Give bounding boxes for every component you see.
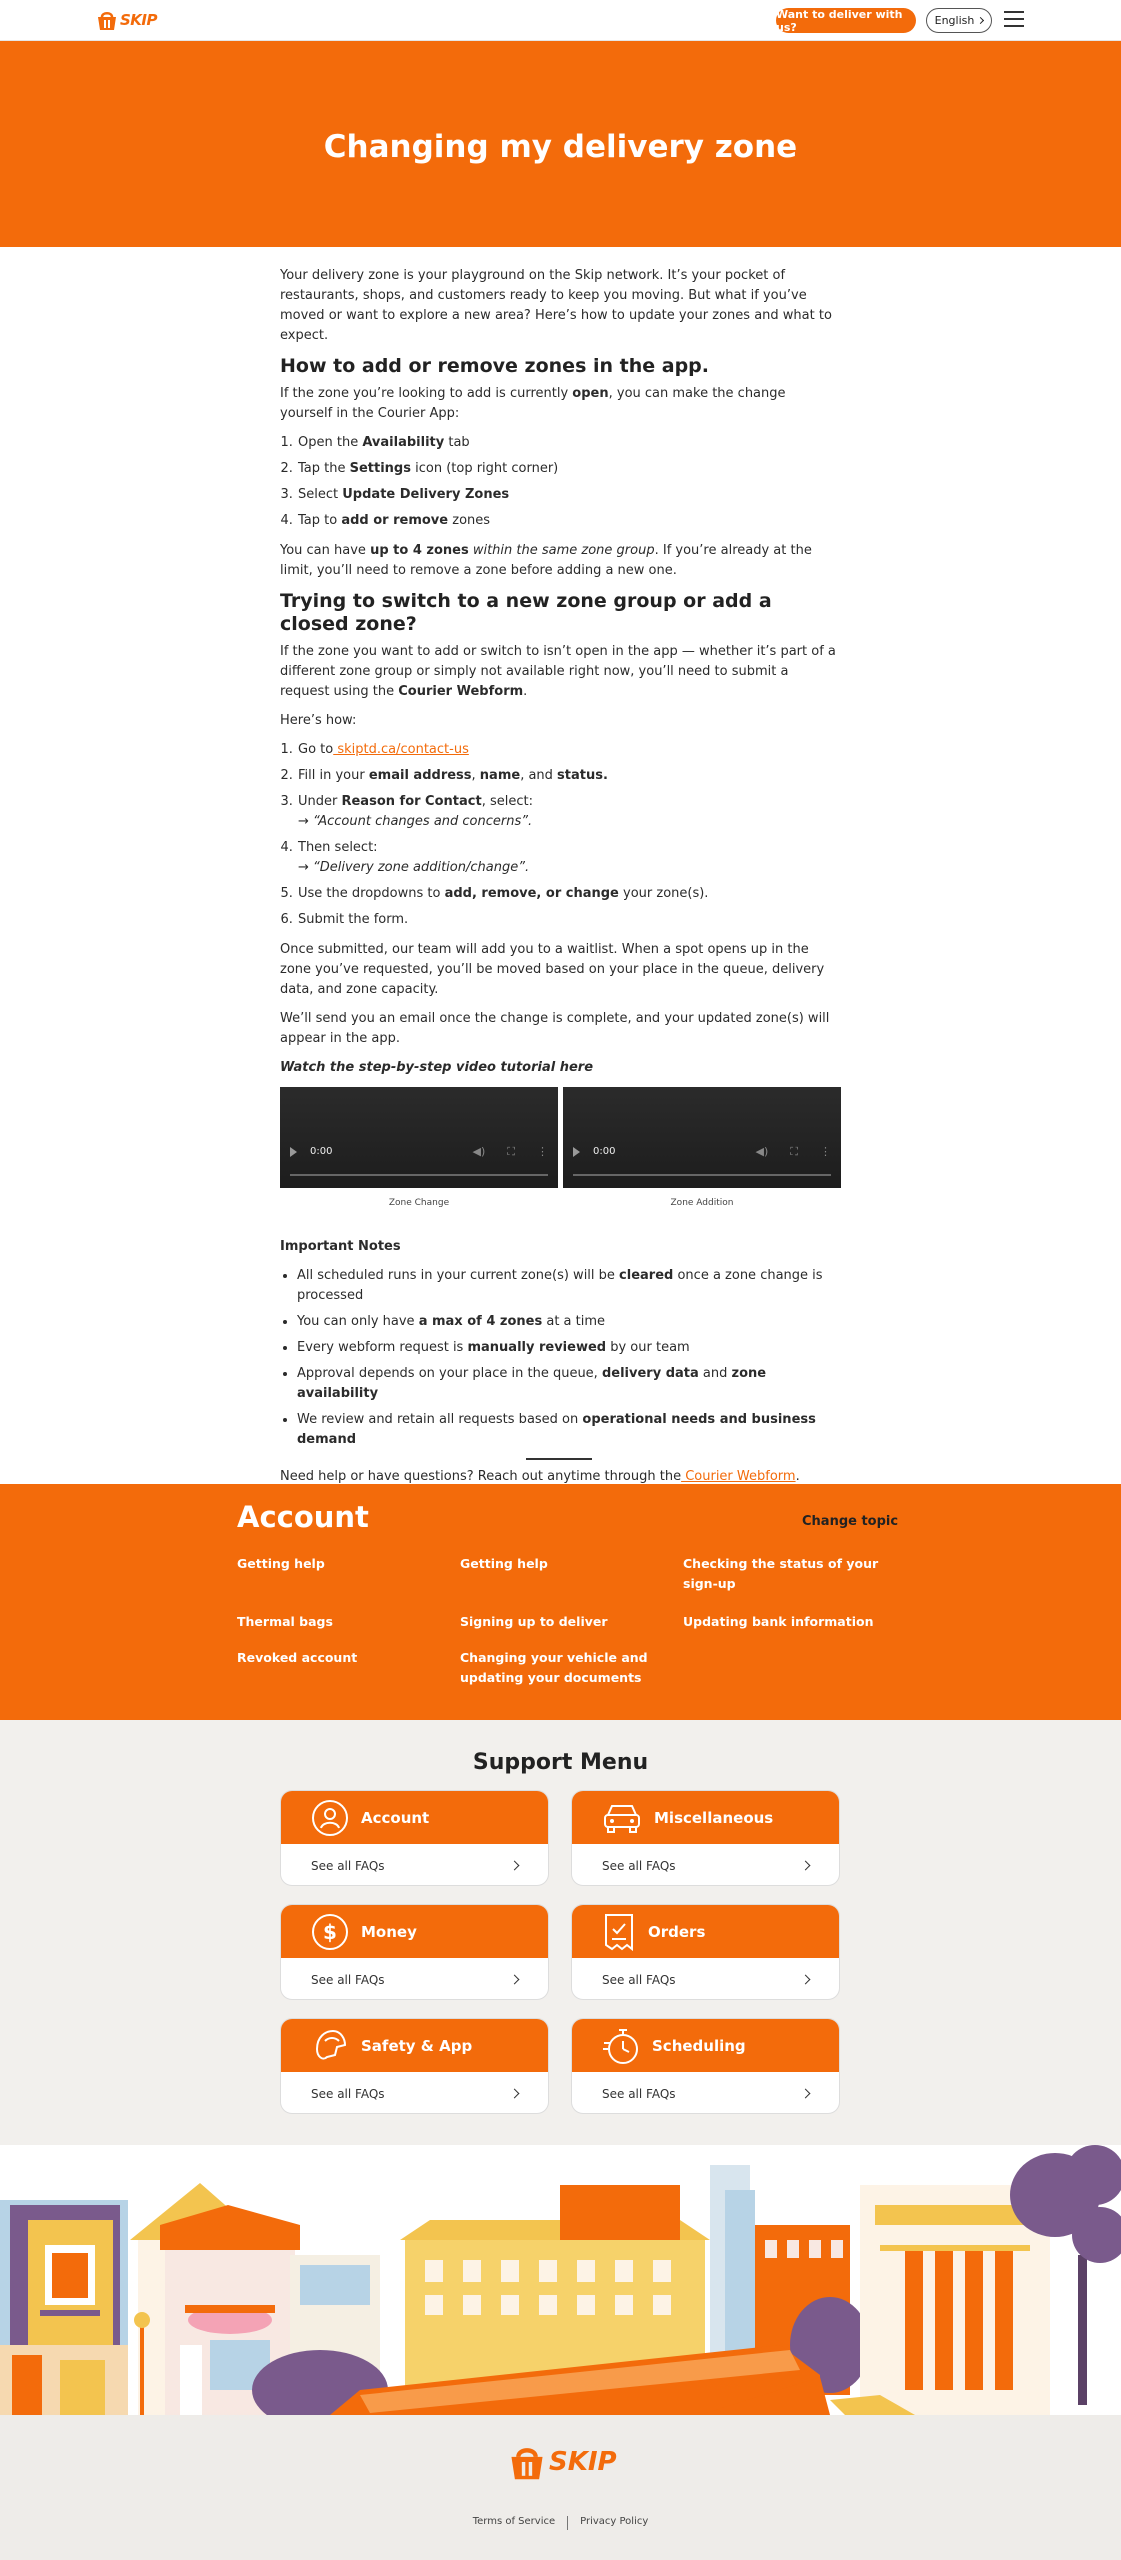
list-item: 4. Tap to add or remove zones xyxy=(297,511,840,531)
see-all-faqs-link[interactable]: See all FAQs xyxy=(311,1858,385,1873)
see-all-faqs-link[interactable]: See all FAQs xyxy=(311,2086,385,2101)
more-options-icon[interactable]: ⋮ xyxy=(537,1145,548,1158)
account-topic-section xyxy=(0,1484,1121,1720)
video-tutorial-title: Watch the step-by-step video tutorial here xyxy=(280,1060,594,1075)
see-all-faqs-link[interactable]: See all FAQs xyxy=(602,2086,676,2101)
list-item: • You can only have a max of 4 zones at a time xyxy=(297,1312,840,1332)
deliver-with-us-button[interactable]: Want to deliver with us? xyxy=(776,8,916,33)
webform-steps-list xyxy=(297,740,840,930)
waitlist-paragraph: Once submitted, our team will add you to a waitlist. When a spot opens up in the zone you’ve requested, you’ll be moved based on your place in the queue, delivery data, and zone capacity. xyxy=(280,942,825,997)
terms-of-service-link[interactable]: Terms of Service xyxy=(472,2516,556,2527)
volume-icon[interactable]: ◀) xyxy=(755,1145,769,1158)
chevron-right-icon xyxy=(801,2089,811,2099)
logo-text: SKIP xyxy=(120,11,158,29)
page-title: Changing my delivery zone xyxy=(323,129,798,165)
list-item: 2. Tap the Settings icon (top right corner) xyxy=(297,459,840,479)
list-item: 2. Fill in your email address, name, and status. xyxy=(297,766,840,786)
skip-logo[interactable] xyxy=(96,7,157,33)
account-link[interactable]: Getting help xyxy=(237,1556,325,1571)
account-link[interactable]: Updating bank information xyxy=(683,1614,874,1629)
footer-logo-text: SKIP xyxy=(549,2447,617,2477)
account-link[interactable]: Changing your vehicle and updating your documents xyxy=(460,1650,648,1685)
privacy-policy-link[interactable]: Privacy Policy xyxy=(580,2516,649,2527)
hamburger-menu-icon[interactable] xyxy=(1004,11,1024,29)
helmet-icon xyxy=(311,2027,349,2065)
switch-paragraph: If the zone you want to add or switch to isn’t open in the app — whether it’s part of a different zone group or simply not available right now, you’ll need to submit a request using the Courier Webform. xyxy=(280,644,836,699)
support-menu-title: Support Menu xyxy=(472,1750,649,1775)
card-label: Miscellaneous xyxy=(654,1808,774,1827)
support-card-orders[interactable] xyxy=(571,1904,840,2000)
intro-paragraph: Your delivery zone is your playground on the Skip network. It’s your pocket of restaurants, shops, and customers ready to keep you moving. But what if you’ve moved or want to explore a new area? Here’s how to update your zones and what to expect. xyxy=(280,268,832,343)
open-zone-paragraph: If the zone you’re looking to add is currently open, you can make the change yourself in the Courier App: xyxy=(280,386,786,421)
top-navigation-bar xyxy=(0,0,1121,41)
card-label: Safety & App xyxy=(361,2036,473,2055)
video-time: 0:00 xyxy=(593,1146,616,1157)
fullscreen-icon[interactable]: ⛶ xyxy=(790,1145,798,1158)
person-icon xyxy=(311,1799,349,1837)
card-label: Account xyxy=(361,1808,430,1827)
support-card-money[interactable] xyxy=(280,1904,549,2000)
support-card-scheduling[interactable] xyxy=(571,2018,840,2114)
video-caption: Zone Addition xyxy=(670,1198,734,1208)
list-item: 6. Submit the form. xyxy=(297,910,840,930)
video-time: 0:00 xyxy=(310,1146,333,1157)
receipt-icon xyxy=(602,1912,636,1952)
see-all-faqs-link[interactable]: See all FAQs xyxy=(602,1858,676,1873)
language-label: English xyxy=(934,14,975,27)
chevron-right-icon xyxy=(510,2089,520,2099)
card-label: Money xyxy=(361,1922,417,1941)
chevron-right-icon xyxy=(801,1975,811,1985)
help-paragraph: Need help or have questions? Reach out anytime through the Courier Webform. xyxy=(280,1469,800,1484)
card-label: Scheduling xyxy=(652,2036,746,2055)
list-item: 3. Select Update Delivery Zones xyxy=(297,485,840,505)
see-all-faqs-link[interactable]: See all FAQs xyxy=(311,1972,385,1987)
article-body xyxy=(280,266,840,1496)
svg-text:$: $ xyxy=(323,1919,337,1944)
video-zone-change xyxy=(280,1087,558,1213)
support-menu-section xyxy=(0,1720,1121,2145)
divider xyxy=(526,1458,592,1460)
see-all-faqs-link[interactable]: See all FAQs xyxy=(602,1972,676,1987)
heading-switch-zone-group: Trying to switch to a new zone group or add a closed zone? xyxy=(280,590,772,635)
list-item: 3. Under Reason for Contact, select: → “Account changes and concerns”. xyxy=(297,792,840,832)
site-footer xyxy=(0,2415,1121,2560)
list-item: 1. Open the Availability tab xyxy=(297,433,840,453)
courier-webform-link[interactable]: Courier Webform xyxy=(681,1469,796,1484)
video-player[interactable] xyxy=(563,1087,841,1188)
account-link[interactable]: Thermal bags xyxy=(237,1614,333,1629)
account-topic-title: Account xyxy=(237,1500,369,1534)
video-row xyxy=(280,1087,840,1213)
app-steps-list xyxy=(297,433,840,531)
important-notes-list xyxy=(297,1266,840,1450)
more-options-icon[interactable]: ⋮ xyxy=(820,1145,831,1158)
chevron-right-icon xyxy=(510,1861,520,1871)
change-topic-button[interactable]: Change topic xyxy=(802,1514,899,1529)
heres-how-label: Here’s how: xyxy=(280,713,357,728)
fullscreen-icon[interactable]: ⛶ xyxy=(507,1145,515,1158)
skip-bag-icon xyxy=(96,9,118,31)
play-icon[interactable] xyxy=(290,1147,297,1157)
account-link[interactable]: Getting help xyxy=(460,1556,548,1571)
important-notes-title: Important Notes xyxy=(280,1239,401,1254)
stopwatch-icon xyxy=(602,2026,640,2066)
support-card-miscellaneous[interactable] xyxy=(571,1790,840,1886)
account-link[interactable]: Checking the status of your sign-up xyxy=(683,1556,879,1591)
contact-us-link[interactable]: skiptd.ca/contact-us xyxy=(333,742,469,757)
video-progress-bar[interactable] xyxy=(290,1174,548,1176)
chevron-right-icon xyxy=(510,1975,520,1985)
dollar-icon xyxy=(311,1913,349,1951)
account-link[interactable]: Signing up to deliver xyxy=(460,1614,608,1629)
support-card-safety-app[interactable] xyxy=(280,2018,549,2114)
list-item: • All scheduled runs in your current zone(s) will be cleared once a zone change is processed xyxy=(297,1266,840,1306)
email-paragraph: We’ll send you an email once the change is complete, and your updated zone(s) will appear in the app. xyxy=(280,1011,830,1046)
chevron-right-icon xyxy=(977,17,984,24)
play-icon[interactable] xyxy=(573,1147,580,1157)
list-item: 4. Then select: → “Delivery zone addition/change”. xyxy=(297,838,840,878)
volume-icon[interactable]: ◀) xyxy=(472,1145,486,1158)
support-card-account[interactable] xyxy=(280,1790,549,1886)
heading-add-remove: How to add or remove zones in the app. xyxy=(280,355,709,377)
car-icon xyxy=(602,1801,642,1835)
zone-limit-paragraph: You can have up to 4 zones within the same zone group. If you’re already at the limit, you’ll need to remove a zone before adding a new one. xyxy=(280,543,812,578)
list-item: • We review and retain all requests based on operational needs and business demand xyxy=(297,1410,840,1450)
list-item: 1. Go to skiptd.ca/contact-us xyxy=(297,740,840,760)
video-player[interactable] xyxy=(280,1087,558,1188)
chevron-right-icon xyxy=(801,1861,811,1871)
account-link[interactable]: Revoked account xyxy=(237,1650,358,1665)
list-item: • Approval depends on your place in the queue, delivery data and zone availability xyxy=(297,1364,840,1404)
footer-links xyxy=(0,2516,1121,2530)
list-item: 5. Use the dropdowns to add, remove, or change your zone(s). xyxy=(297,884,840,904)
language-selector[interactable] xyxy=(926,8,992,33)
video-caption: Zone Change xyxy=(388,1198,450,1208)
video-zone-addition xyxy=(563,1087,841,1213)
card-label: Orders xyxy=(648,1922,706,1941)
hero-banner xyxy=(0,41,1121,247)
video-progress-bar[interactable] xyxy=(573,1174,831,1176)
skip-bag-icon xyxy=(508,2443,546,2481)
footer-logo[interactable] xyxy=(508,2443,617,2481)
city-illustration xyxy=(0,2145,1121,2415)
list-item: • Every webform request is manually reviewed by our team xyxy=(297,1338,840,1358)
